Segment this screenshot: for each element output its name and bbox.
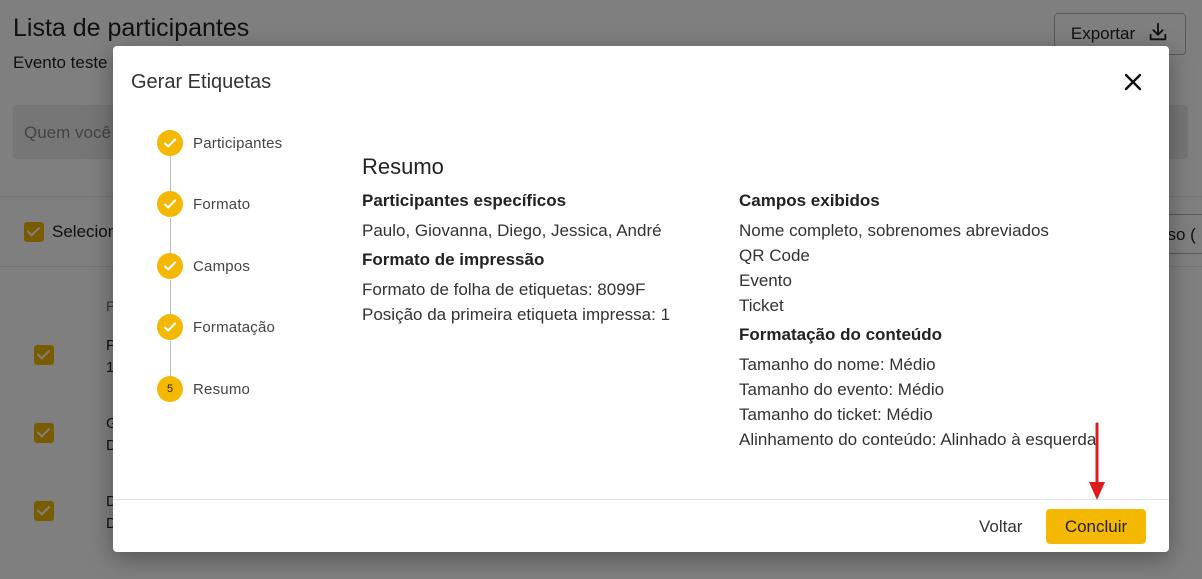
section-value: Tamanho do evento: Médio [739,380,945,399]
section-heading: Formatação do conteúdo [739,325,943,344]
section-value: Paulo, Giovanna, Diego, Jessica, André [362,221,662,240]
footer-divider [113,499,1169,500]
conclude-label: Concluir [1064,516,1128,536]
step-connector [170,341,171,377]
section-value: QR Code [739,246,810,265]
section-value: Nome completo, sobrenomes abreviados [739,221,1049,240]
step-label: Formato [193,195,251,213]
step-label: Campos [193,257,251,275]
check-icon [157,314,183,340]
section-heading: Formato de impressão [362,250,545,269]
step-formatacao[interactable] [157,314,275,340]
section-value: Tamanho do ticket: Médio [739,405,933,424]
step-formato[interactable] [157,191,250,217]
summary-right-column [739,190,1099,458]
section-heading: Campos exibidos [739,191,880,210]
summary-left-column [362,190,722,333]
step-connector [170,280,171,315]
conclude-button[interactable] [1046,509,1146,544]
step-connector [170,156,171,191]
annotation-arrow-icon [1085,422,1109,504]
step-label: Formatação [193,318,276,336]
section-value: Alinhamento do conteúdo: Alinhado à esquerda [739,430,1097,449]
check-icon [157,191,183,217]
check-icon [157,130,183,156]
check-icon [157,253,183,279]
labels-dialog [113,46,1169,552]
close-button[interactable] [1121,70,1145,94]
section-value: Ticket [739,296,784,315]
step-participantes[interactable] [157,130,282,156]
dialog-title: Gerar Etiquetas [131,71,272,93]
back-button[interactable]: Voltar [979,517,1023,536]
step-campos[interactable] [157,253,250,279]
section-participants [362,190,722,243]
section-fields [739,190,1099,318]
section-print-format [362,249,722,327]
step-connector [170,218,171,254]
section-heading: Participantes específicos [362,191,567,210]
section-content-format [739,324,1099,452]
step-number: 5 [157,376,183,402]
step-label: Resumo [193,380,251,398]
section-value: Tamanho do nome: Médio [739,355,936,374]
close-icon [1121,70,1145,94]
section-value: Evento [739,271,792,290]
summary-title: Resumo [362,154,444,179]
section-value: Posição da primeira etiqueta impressa: 1 [362,305,671,324]
step-label: Participantes [193,134,283,152]
section-value: Formato de folha de etiquetas: 8099F [362,280,646,299]
step-resumo[interactable] [157,376,250,402]
